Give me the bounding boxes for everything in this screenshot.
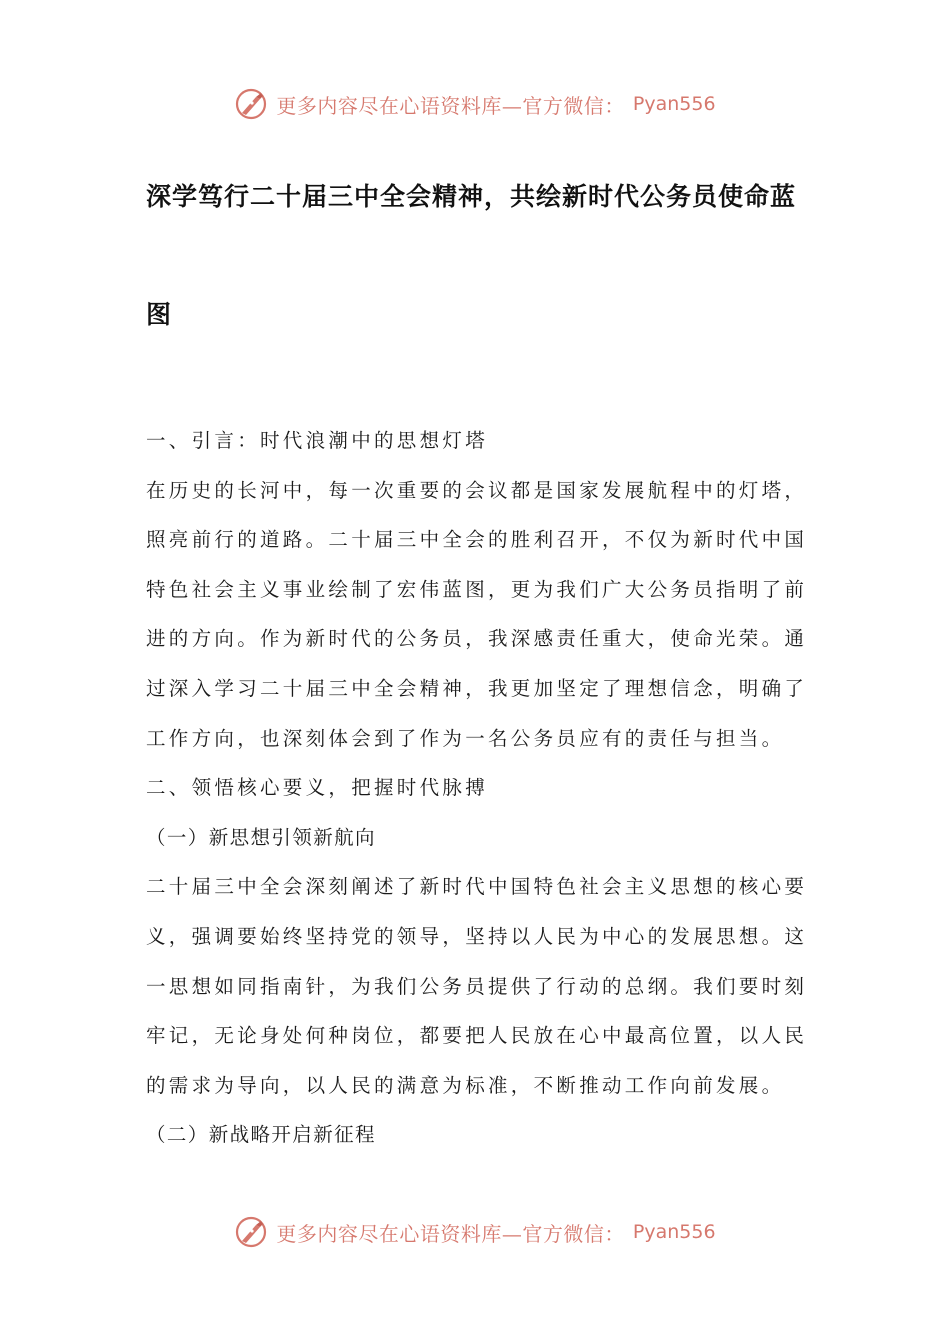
subsection-heading: （二）新战略开启新征程 [146, 1123, 376, 1147]
header-banner [0, 84, 950, 124]
header-banner-wechat-id: Pyan556 [632, 93, 716, 115]
pen-nib-logo-icon [234, 87, 268, 121]
header-banner-text: 更多内容尽在心语资料库—官方微信： [276, 93, 625, 118]
paragraph-line: 工作方向，也深刻体会到了作为一名公务员应有的责任与担当。 [146, 726, 785, 750]
paragraph-line: 照亮前行的道路。二十届三中全会的胜利召开，不仅为新时代中国 [146, 528, 808, 552]
footer-banner-text: 更多内容尽在心语资料库—官方微信： [276, 1221, 625, 1246]
paragraph-line: 过深入学习二十届三中全会精神，我更加坚定了理想信念，明确了 [146, 676, 808, 700]
section-heading: 二、领悟核心要义，把握时代脉搏 [146, 776, 489, 800]
paragraph-line: 在历史的长河中，每一次重要的会议都是国家发展航程中的灯塔， [146, 478, 808, 502]
paragraph-line: 义，强调要始终坚持党的领导，坚持以人民为中心的发展思想。这 [146, 924, 808, 948]
pen-nib-logo-icon [234, 1215, 268, 1249]
document-title-line-2: 图 [146, 300, 173, 329]
paragraph-line: 一思想如同指南针，为我们公务员提供了行动的总纲。我们要时刻 [146, 974, 808, 998]
paragraph-line: 特色社会主义事业绘制了宏伟蓝图，更为我们广大公务员指明了前 [146, 577, 808, 601]
footer-banner-wechat-id: Pyan556 [632, 1221, 716, 1243]
footer-banner [0, 1212, 950, 1252]
section-heading: 一、引言：时代浪潮中的思想灯塔 [146, 429, 489, 452]
subsection-heading: （一）新思想引领新航向 [146, 825, 376, 849]
paragraph-line: 进的方向。作为新时代的公务员，我深感责任重大，使命光荣。通 [146, 627, 808, 651]
paragraph-line: 的需求为导向，以人民的满意为标准，不断推动工作向前发展。 [146, 1073, 785, 1097]
paragraph-line: 牢记，无论身处何种岗位，都要把人民放在心中最高位置，以人民 [146, 1024, 808, 1048]
paragraph-line: 二十届三中全会深刻阐述了新时代中国特色社会主义思想的核心要 [146, 875, 808, 899]
document-body [146, 416, 814, 1160]
document-title-line-1: 深学笃行二十届三中全会精神，共绘新时代公务员使命蓝 [146, 182, 797, 211]
